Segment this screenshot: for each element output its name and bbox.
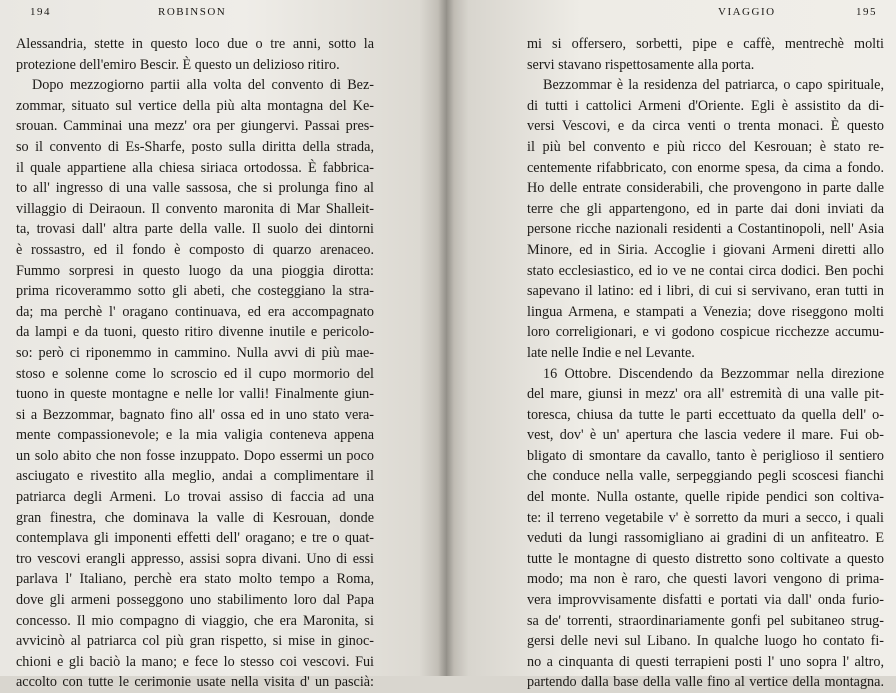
text-line: da; ma perchè l' oragano continuava, ed era accompagnato [16, 303, 374, 320]
text-line: servi stavano rispettosamente alla porta. [527, 56, 755, 73]
text-line: un solo abito che non fosse inzuppato. Dopo essermi un poco [16, 447, 374, 464]
text-line: veduti da lungi rassomigliano ai gradini di un anfiteatro. E [527, 530, 884, 547]
text-line: ta, trovasi dall' altra parte della valle. Il suolo dei dintorni [16, 221, 374, 238]
text-line: centemente rifabbricato, con enorme spesa, da cima a fondo. [527, 159, 884, 176]
text-line: so: però ci riponemmo in cammino. Nulla avvi di più mae- [16, 344, 374, 361]
book-gutter [438, 0, 454, 676]
text-line: asciugato e rivestito alla meglio, andai a complimentare il [16, 468, 374, 485]
text-line: dove gli armeni posseggono uno stabilimento loro dal Papa [16, 592, 374, 609]
text-line: prima ricoverammo sotto gli abeti, che costeggiano la stra- [16, 283, 374, 300]
text-line: lingua Armena, e stampati a Venezia; dove riseggono molti [527, 303, 884, 320]
text-line: modo; ma non è raro, che questi lavori vengono di prima- [527, 571, 884, 588]
text-line: mente compassionevole; e la mia valigia conteneva appena [16, 427, 374, 444]
text-line: Ho delle entrate considerabili, che provengono in parte dalle [527, 180, 884, 197]
text-line: gersi delle nevi sul Libano. In qualche luogo ho contato fi- [527, 633, 884, 650]
text-line: versi Vescovi, e da circa venti o trenta monaci. È questo [527, 118, 884, 135]
text-line: stato ecclesiastico, ed io ve ne contai circa dodici. Ben pochi [527, 262, 884, 279]
left-page-text [16, 34, 374, 693]
text-line: Bezzommar è la residenza del patriarca, o capo spirituale, [543, 77, 884, 94]
text-line: il più bel convento e più ricco del Kesrouan; è stato re- [527, 138, 884, 155]
text-line: tro vescovi erangli appresso, assisi sopra divani. Uno di essi [16, 550, 374, 567]
left-page [0, 0, 446, 691]
text-line: il quale appartiene alla chiesa siriaca ortodossa. È fabbrica- [16, 159, 374, 176]
text-line: di tutti i cattolici Armeni d'Oriente. Egli è assistito da di- [527, 97, 884, 114]
text-line: late nelle Indie e nel Levante. [527, 344, 695, 361]
text-line: contemplava gli imponenti effetti dell' oragano; e tre o quat- [16, 530, 374, 547]
text-line: 16 Ottobre. Discendendo da Bezzommar nella direzione [543, 365, 884, 382]
text-line: tutte le montagne di questo distretto sono coltivate a questo [527, 550, 884, 567]
text-line: accolto con tutte le cerimonie usate nella visita d' un pascià: [16, 674, 374, 691]
text-line: da lampi e da tuoni, questo ritiro divenne inutile e pericolo- [16, 324, 374, 341]
text-line: te: il terreno vegetabile v' è sorretto da muri a secco, i quali [527, 509, 884, 526]
text-line: no a cinquanta di questi terrapieni posti l' uno sopra l' altro, [527, 653, 884, 670]
text-line: del mare, giunsi in mezz' ora all' estremità di una valle pit- [527, 386, 884, 403]
text-line: è rossastro, ed il fondo è composto di quarzo arenaceo. [16, 241, 374, 258]
text-line: concesso. Il mio compagno di viaggio, che era Maronita, si [16, 612, 374, 629]
text-line: mi si offersero, sorbetti, pipe e caffè, mentrechè molti [527, 36, 884, 52]
text-line: parlava l' Italiano, perchè era stato molto tempo a Roma, [16, 571, 374, 588]
text-line: patriarca degli Armeni. Lo trovai assiso di faccia ad una [16, 489, 374, 506]
text-line: gran finestra, che dominava la valle di Kesrouan, donde [16, 509, 374, 526]
text-line: vera improvvisamente disfatti e portati via dall' onda furio- [527, 592, 884, 609]
left-running-head: ROBINSON [158, 6, 227, 18]
text-line: vest, dov' è un' apertura che lascia vedere il mare. Fui ob- [527, 427, 884, 444]
right-running-head: VIAGGIO [718, 6, 776, 18]
text-line: stoso e solenne come lo scroscio ed il cupo mormorio del [16, 365, 374, 382]
text-line: terre che gli appartengono, ed in parte dai doni inviati da [527, 200, 884, 217]
text-line: si a Bezzommar, bagnato fino all' ossa ed in uno stato vera- [16, 406, 374, 423]
text-line: tuono in queste montagne e nelle lor valli! Finalmente giun- [16, 386, 374, 403]
text-line: Dopo mezzogiorno partii alla volta del convento di Bez- [32, 77, 374, 94]
text-line: sa de' torrenti, straordinariamente gonfi pel subitaneo strug- [527, 612, 884, 629]
text-line: bligato di smontare da cavallo, tanto è periglioso il sentiero [527, 447, 884, 464]
text-line: toresca, chiusa da tutte le parti eccettuato da quella dell' o- [527, 406, 884, 423]
left-page-number: 194 [30, 6, 51, 18]
text-line: Alessandria, stette in questo loco due o tre anni, sotto la [16, 36, 374, 52]
right-page-text [527, 34, 884, 693]
text-line: che conduce nella valle, serpeggiando pegli scoscesi fianchi [527, 468, 884, 485]
text-line: Fummo sorpresi in questo luogo da una pioggia dirotta: [16, 262, 374, 279]
text-line: avvicinò al patriarca col più gran rispetto, si mise in ginoc- [16, 633, 374, 650]
text-line: villaggio di Deiraoun. Il convento maronita di Mar Shalleit- [16, 200, 374, 217]
text-line: Minore, ed in Siria. Accoglie i giovani Armeni diretti allo [527, 241, 884, 258]
text-line: sapevano il latino: ed i libri, di cui si servivano, eran tutti in [527, 283, 884, 300]
text-line: so il convento di Es-Sharfe, posto sulla diritta della strada, [16, 138, 374, 155]
text-line: zommar, situato sul vertice della più alta montagna del Ke- [16, 97, 374, 114]
text-line: del monte. Nulla ostante, quelle ripide pendici son coltiva- [527, 489, 884, 506]
text-line: to all' ingresso di una valle sassosa, che si prolunga fino al [16, 180, 374, 197]
text-line: protezione dell'emiro Bescir. È questo un delizioso ritiro. [16, 56, 340, 73]
text-line: partendo dalla base della valle fino al vertice della montagna. [527, 674, 884, 691]
text-line: chioni e gli baciò la mano; e fece lo stesso coi vescovi. Fui [16, 653, 374, 670]
text-line: loro correligionari, e vi godono cospicue ricchezze accumu- [527, 324, 884, 341]
right-page-number: 195 [856, 6, 877, 18]
text-line: persone ricche nazionali residenti a Costantinopoli, nell' Asia [527, 221, 884, 238]
text-line: srouan. Camminai una mezz' ora per giungervi. Passai pres- [16, 118, 374, 135]
